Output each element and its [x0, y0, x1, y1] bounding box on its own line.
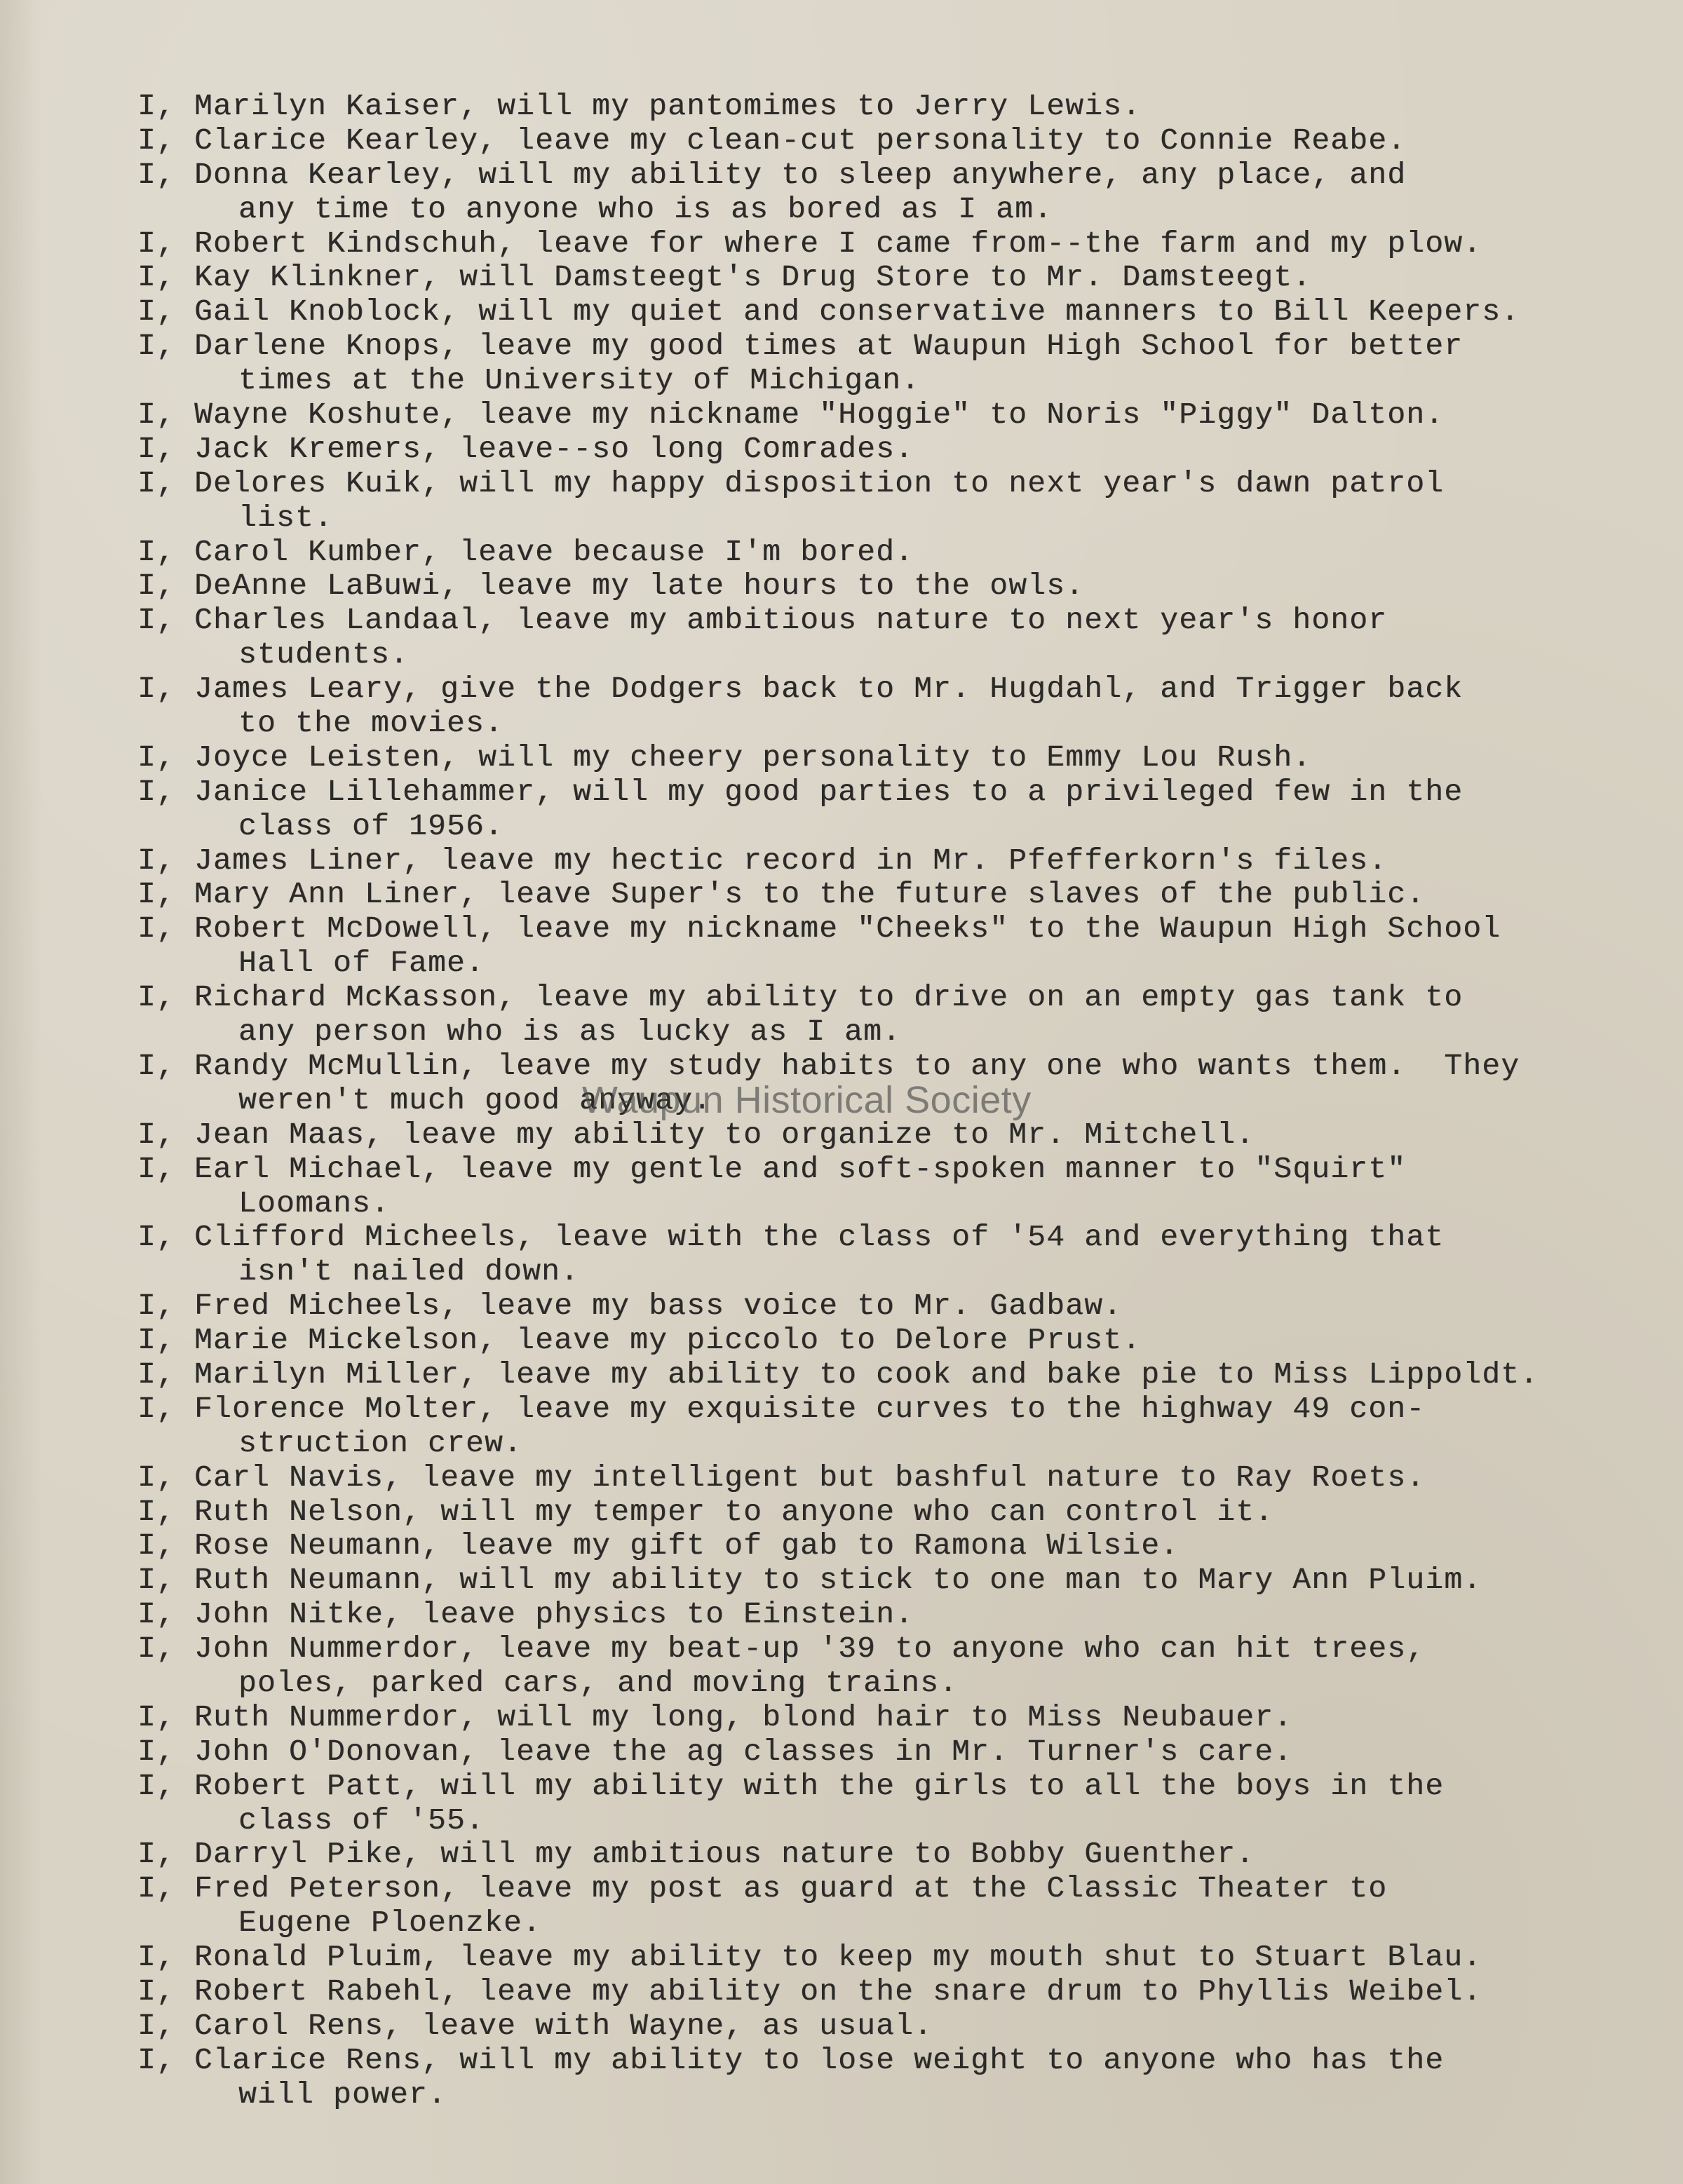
will-line: I, Ruth Neumann, will my ability to stick to one man to Mary Ann Pluim.: [137, 1563, 1482, 1598]
will-line: I, Florence Molter, leave my exquisite curves to the highway 49 con-: [137, 1391, 1426, 1426]
will-line: I, Carol Kumber, leave because I'm bored.: [137, 534, 914, 569]
will-line: I, Darlene Knops, leave my good times at Waupun High School for better: [137, 329, 1464, 364]
will-line-continuation: will power.: [238, 2077, 447, 2112]
will-line-continuation: Hall of Fame.: [238, 946, 485, 981]
will-line: I, Delores Kuik, will my happy disposition to next year's dawn patrol: [137, 466, 1445, 501]
will-line: I, Kay Klinkner, will Damsteegt's Drug Store to Mr. Damsteegt.: [137, 260, 1312, 295]
will-line: I, Carol Rens, leave with Wayne, as usual.: [137, 2008, 933, 2043]
will-line: I, Gail Knoblock, will my quiet and conservative manners to Bill Keepers.: [137, 294, 1520, 330]
will-line: I, Clarice Kearley, leave my clean-cut personality to Connie Reabe.: [137, 123, 1407, 158]
will-line: I, Wayne Koshute, leave my nickname "Hoggie" to Noris "Piggy" Dalton.: [137, 398, 1445, 433]
will-line-continuation: class of '55.: [238, 1803, 485, 1838]
will-line: I, Charles Landaal, leave my ambitious nature to next year's honor: [137, 603, 1388, 638]
will-line: I, Clifford Micheels, leave with the class of '54 and everything that: [137, 1220, 1445, 1255]
will-line: I, James Liner, leave my hectic record in Mr. Pfefferkorn's files.: [137, 843, 1388, 878]
will-line: I, Ruth Nummerdor, will my long, blond hair to Miss Neubauer.: [137, 1700, 1293, 1735]
will-line: I, Ruth Nelson, will my temper to anyone who can control it.: [137, 1494, 1274, 1529]
page-edge-shadow: [0, 0, 42, 2184]
will-line: I, Ronald Pluim, leave my ability to keep my mouth shut to Stuart Blau.: [137, 1940, 1482, 1975]
will-line: I, Marilyn Miller, leave my ability to cook and bake pie to Miss Lippoldt.: [137, 1357, 1539, 1392]
will-line: I, DeAnne LaBuwi, leave my late hours to the owls.: [137, 569, 1085, 604]
will-line-continuation: Loomans.: [238, 1186, 391, 1221]
will-line: I, Janice Lillehammer, will my good parties to a privileged few in the: [137, 774, 1464, 809]
will-line: I, John O'Donovan, leave the ag classes in Mr. Turner's care.: [137, 1734, 1293, 1769]
will-line: I, James Leary, give the Dodgers back to Mr. Hugdahl, and Trigger back: [137, 672, 1464, 707]
will-line: I, Earl Michael, leave my gentle and soft-spoken manner to "Squirt": [137, 1151, 1407, 1186]
will-line: I, Jack Kremers, leave--so long Comrades.: [137, 431, 914, 466]
will-line-continuation: class of 1956.: [238, 808, 504, 843]
will-line-continuation: students.: [238, 637, 410, 672]
will-line-continuation: to the movies.: [238, 706, 504, 741]
will-line: I, Mary Ann Liner, leave Super's to the future slaves of the public.: [137, 877, 1426, 912]
will-line: I, Richard McKasson, leave my ability to drive on an empty gas tank to: [137, 980, 1464, 1015]
watermark-text: Waupun Historical Society: [582, 1079, 1032, 1121]
will-line: I, John Nummerdor, leave my beat-up '39 to anyone who can hit trees,: [137, 1632, 1426, 1667]
will-line: I, Robert Rabehl, leave my ability on the snare drum to Phyllis Weibel.: [137, 1974, 1482, 2009]
will-line: I, Marie Mickelson, leave my piccolo to Delore Prust.: [137, 1323, 1142, 1358]
will-line: I, Donna Kearley, will my ability to sleep anywhere, any place, and: [137, 157, 1407, 192]
will-line: I, Carl Navis, leave my intelligent but bashful nature to Ray Roets.: [137, 1460, 1426, 1495]
will-line-continuation: struction crew.: [238, 1425, 523, 1460]
will-line-continuation: Eugene Ploenzke.: [238, 1906, 542, 1941]
will-line: I, Robert McDowell, leave my nickname "Cheeks" to the Waupun High School: [137, 911, 1501, 947]
will-line: I, Fred Micheels, leave my bass voice to Mr. Gadbaw.: [137, 1289, 1123, 1324]
will-line-continuation: weren't much good anyway.: [238, 1083, 712, 1118]
will-line: I, Robert Patt, will my ability with the girls to all the boys in the: [137, 1768, 1445, 1803]
will-line: I, Robert Kindschuh, leave for where I came from--the farm and my plow.: [137, 226, 1482, 261]
will-line: I, Darryl Pike, will my ambitious nature to Bobby Guenther.: [137, 1837, 1255, 1872]
will-line: I, Fred Peterson, leave my post as guard at the Classic Theater to: [137, 1871, 1388, 1906]
will-line: I, Rose Neumann, leave my gift of gab to Ramona Wilsie.: [137, 1528, 1180, 1564]
will-line: I, Randy McMullin, leave my study habits to any one who wants them. They: [137, 1048, 1520, 1083]
will-line: I, Jean Maas, leave my ability to organize to Mr. Mitchell.: [137, 1117, 1255, 1152]
will-line-continuation: list.: [238, 500, 334, 535]
will-line-continuation: isn't nailed down.: [238, 1254, 580, 1289]
will-line-continuation: times at the University of Michigan.: [238, 363, 921, 398]
will-line: I, Clarice Rens, will my ability to lose weight to anyone who has the: [137, 2042, 1445, 2077]
will-line-continuation: any time to anyone who is as bored as I am.: [238, 191, 1053, 226]
will-line: I, John Nitke, leave physics to Einstein.: [137, 1597, 914, 1632]
will-line-continuation: poles, parked cars, and moving trains.: [238, 1665, 959, 1700]
will-line: I, Marilyn Kaiser, will my pantomimes to Jerry Lewis.: [137, 89, 1142, 123]
will-line-continuation: any person who is as lucky as I am.: [238, 1015, 902, 1050]
will-line: I, Joyce Leisten, will my cheery personality to Emmy Lou Rush.: [137, 740, 1312, 775]
